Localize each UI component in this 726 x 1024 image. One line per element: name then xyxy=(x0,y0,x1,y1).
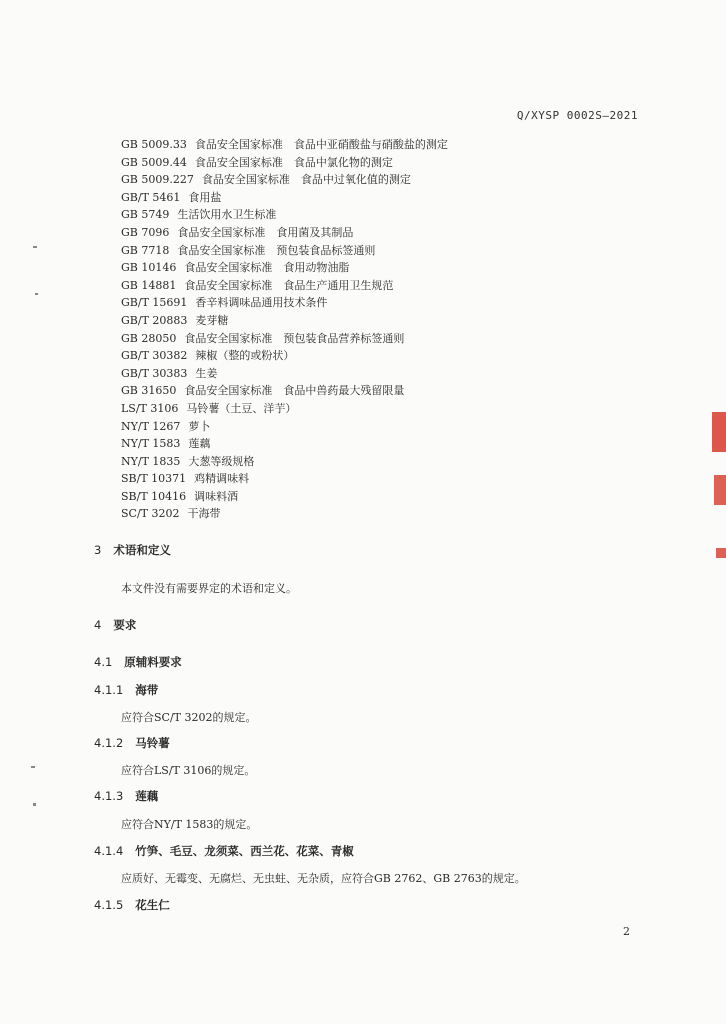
section-title: 马铃薯 xyxy=(135,736,170,750)
reference-code: GB 5009.44 xyxy=(121,155,187,169)
reference-item xyxy=(121,277,448,295)
reference-code: LS/T 3106 xyxy=(121,401,179,415)
reference-item xyxy=(121,435,448,453)
section-number: 4.1 xyxy=(94,655,113,669)
section-heading-4-1-1 xyxy=(94,682,158,698)
reference-code: SB/T 10416 xyxy=(121,489,187,503)
section-heading-4-1-3 xyxy=(94,788,158,804)
reference-title: 食用盐 xyxy=(188,190,222,204)
reference-code: GB 5009.227 xyxy=(121,173,194,187)
section-title: 术语和定义 xyxy=(113,543,171,557)
reference-item xyxy=(121,470,448,488)
section-title: 海带 xyxy=(135,683,159,697)
section-number: 4.1.1 xyxy=(94,683,124,697)
reference-code: NY/T 1267 xyxy=(121,419,181,433)
reference-code: GB 7096 xyxy=(121,225,170,239)
reference-item xyxy=(121,154,448,172)
stamp-fragment xyxy=(712,412,726,452)
reference-code: GB/T 5461 xyxy=(121,190,181,204)
reference-title: 食品安全国家标准 食用菌及其制品 xyxy=(177,225,354,239)
stamp-fragment xyxy=(714,475,726,505)
reference-code: GB/T 30382 xyxy=(121,349,188,363)
section-title: 原辅料要求 xyxy=(124,655,182,669)
reference-title: 食品安全国家标准 食品中兽药最大残留限量 xyxy=(184,384,405,398)
reference-item xyxy=(121,136,448,154)
reference-code: GB 5749 xyxy=(121,208,170,222)
reference-code: GB 31650 xyxy=(121,384,177,398)
reference-code: GB 10146 xyxy=(121,261,177,275)
reference-item xyxy=(121,382,448,400)
reference-item xyxy=(121,224,448,242)
reference-title: 生活饮用水卫生标准 xyxy=(177,208,277,222)
reference-code: NY/T 1583 xyxy=(121,437,181,451)
reference-item xyxy=(121,206,448,224)
scan-speck xyxy=(33,803,36,806)
reference-item xyxy=(121,347,448,365)
reference-title: 调味料酒 xyxy=(194,489,239,503)
section-number: 3 xyxy=(94,543,102,557)
reference-title: 食品安全国家标准 预包装食品营养标签通则 xyxy=(184,331,405,345)
reference-item xyxy=(121,171,448,189)
reference-title: 食品安全国家标准 预包装食品标签通则 xyxy=(177,243,376,257)
reference-title: 麦芽糖 xyxy=(195,313,229,327)
reference-code: GB/T 15691 xyxy=(121,296,188,310)
reference-item xyxy=(121,365,448,383)
section-title: 竹笋、毛豆、龙须菜、西兰花、花菜、青椒 xyxy=(135,844,354,858)
reference-title: 食品安全国家标准 食品中亚硝酸盐与硝酸盐的测定 xyxy=(194,138,448,151)
section-title: 要求 xyxy=(113,618,137,632)
reference-title: 萝卜 xyxy=(188,419,211,433)
reference-title: 鸡精调味料 xyxy=(194,472,250,486)
reference-code: GB 5009.33 xyxy=(121,138,187,151)
section-heading-4-1 xyxy=(94,654,182,670)
section-4-1-1-text: 应符合SC/T 3202的规定。 xyxy=(121,711,257,724)
reference-title: 大葱等级规格 xyxy=(188,454,255,468)
reference-title: 食品安全国家标准 食品中氯化物的测定 xyxy=(194,155,393,169)
reference-title: 食品安全国家标准 食品中过氧化值的测定 xyxy=(201,173,411,187)
scan-speck xyxy=(31,766,35,768)
section-heading-4-1-5 xyxy=(94,897,170,913)
reference-code: GB/T 20883 xyxy=(121,313,188,327)
stamp-fragment xyxy=(716,548,726,558)
section-heading-4-1-4 xyxy=(94,843,354,859)
reference-item xyxy=(121,505,448,523)
section-number: 4.1.2 xyxy=(94,736,124,750)
reference-title: 干海带 xyxy=(187,507,221,521)
reference-code: GB 14881 xyxy=(121,278,177,292)
reference-code: SC/T 3202 xyxy=(121,507,180,521)
section-number: 4 xyxy=(94,618,102,632)
reference-list xyxy=(121,136,448,523)
reference-code: GB 28050 xyxy=(121,331,177,345)
section-number: 4.1.3 xyxy=(94,789,124,803)
reference-code: GB/T 30383 xyxy=(121,366,188,380)
document-code: Q/XYSP 0002S—2021 xyxy=(516,109,638,122)
reference-item xyxy=(121,488,448,506)
section-4-1-4-text: 应质好、无霉变、无腐烂、无虫蛀、无杂质，应符合GB 2762、GB 2763的规定。 xyxy=(121,872,526,885)
reference-item xyxy=(121,242,448,260)
section-number: 4.1.5 xyxy=(94,898,124,912)
reference-item xyxy=(121,330,448,348)
reference-item xyxy=(121,400,448,418)
reference-item xyxy=(121,259,448,277)
reference-code: GB 7718 xyxy=(121,243,170,257)
reference-item xyxy=(121,453,448,471)
section-number: 4.1.4 xyxy=(94,844,124,858)
reference-code: NY/T 1835 xyxy=(121,454,181,468)
reference-title: 生姜 xyxy=(195,366,218,380)
section-title: 花生仁 xyxy=(135,898,170,912)
page-number: 2 xyxy=(623,925,630,938)
section-4-1-3-text: 应符合NY/T 1583的规定。 xyxy=(121,818,258,831)
reference-title: 食品安全国家标准 食品生产通用卫生规范 xyxy=(184,278,394,292)
section-heading-4 xyxy=(94,617,136,633)
reference-item xyxy=(121,418,448,436)
reference-code: SB/T 10371 xyxy=(121,472,187,486)
reference-title: 香辛料调味品通用技术条件 xyxy=(195,296,328,310)
section-heading-4-1-2 xyxy=(94,735,170,751)
reference-item xyxy=(121,312,448,330)
section-3-text: 本文件没有需要界定的术语和定义。 xyxy=(121,582,297,595)
scan-speck xyxy=(33,246,37,248)
reference-title: 马铃薯（土豆、洋芋） xyxy=(186,401,297,415)
section-title: 莲藕 xyxy=(135,789,159,803)
reference-item xyxy=(121,294,448,312)
reference-item xyxy=(121,189,448,207)
reference-title: 辣椒（整的或粉状） xyxy=(195,349,295,363)
reference-title: 莲藕 xyxy=(188,437,211,451)
section-4-1-2-text: 应符合LS/T 3106的规定。 xyxy=(121,764,256,777)
reference-title: 食品安全国家标准 食用动物油脂 xyxy=(184,261,350,275)
section-heading-3 xyxy=(94,542,171,558)
scan-speck xyxy=(35,293,38,295)
